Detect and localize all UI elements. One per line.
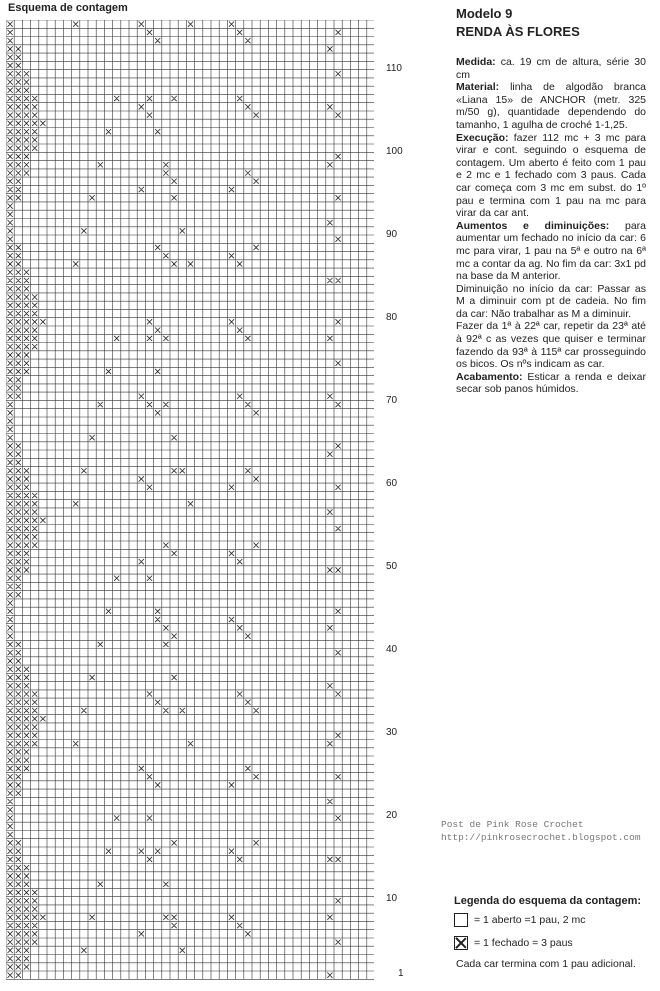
counting-chart: [6, 20, 374, 980]
grid-lines: [6, 20, 374, 979]
material-text: linha de algodão branca «Liana 15» de ANCHOR (metr. 325 m/50 g), quantidade dependendo do tamanho, 1 agulha de croché 1-1,25.: [456, 81, 647, 131]
row-number: 1: [398, 968, 404, 979]
material-label: Material:: [456, 81, 500, 94]
credit-url: http://pinkrosecrochet.blogspot.com: [441, 832, 641, 843]
cross-square-icon: [454, 936, 468, 950]
acabamento-text: Esticar a renda e deixar secar sob panos húmidos.: [456, 370, 646, 396]
diminuicao-text: Diminuição no início da car: Passar as M a diminuir com pt de cadeia. No fim da car: Não trabalhar as M a diminuir.: [456, 282, 646, 320]
row-number: 10: [386, 893, 398, 904]
aumentos-text: para aumentar um fechado no início da car: 6 mc para virar, 1 pau na 5ª e outro na 6ª mc a contar da ag. No fim da car: 3x1 pd na base da M anterior.: [456, 219, 646, 283]
chart-title: Esquema de contagem: [8, 2, 128, 14]
row-number: 30: [386, 727, 398, 738]
row-number: 40: [386, 644, 398, 655]
row-number: 90: [386, 229, 398, 240]
pattern-title: RENDA ÀS FLORES: [456, 24, 580, 39]
legend-note-text: Cada car termina com 1 pau adicional.: [456, 958, 636, 970]
acabamento-label: Acabamento:: [456, 370, 523, 383]
legend-title: Legenda do esquema da contagem:: [454, 895, 642, 907]
legend-open: [454, 913, 586, 927]
row-number: 60: [386, 478, 398, 489]
row-number: 110: [386, 63, 402, 74]
row-number: 20: [386, 810, 398, 821]
row-number: 100: [386, 146, 403, 157]
medida-text: ca. 19 cm de altura, série 30 cm: [456, 56, 646, 81]
filet-grid: [6, 20, 374, 980]
legend-open-text: = 1 aberto =1 pau, 2 mc: [474, 914, 586, 926]
credit: [441, 818, 641, 844]
execucao-text: fazer 112 mc + 3 mc para virar e cont. seguindo o esquema de contagem. Um aberto é feito com 1 pau e 2 mc e 1 fechado com 3 paus. Cada car começa com 3 mc em subst. do 1º pau e termina com 1 pau na mc para virar da car ant.: [456, 131, 646, 220]
credit-line: Post de Pink Rose Crochet: [441, 819, 584, 830]
legend-note: [456, 958, 636, 970]
open-square-icon: [454, 913, 468, 927]
row-number: 70: [386, 395, 398, 406]
fazer-text: Fazer da 1ª à 22ª car, repetir da 23ª até à 92ª c as vezes que quiser e terminar fazendo da 93ª à 115ª car prosseguindo os bicos. Os nºs indicam as car.: [456, 320, 646, 371]
aumentos-label: Aumentos e diminuições:: [456, 219, 610, 232]
row-number: 50: [386, 561, 398, 572]
model-label: Modelo 9: [456, 6, 513, 21]
legend-closed-text: = 1 fechado = 3 paus: [474, 937, 573, 949]
execucao-label: Execução:: [456, 131, 509, 144]
legend-closed: [454, 936, 573, 950]
medida-label: Medida:: [456, 56, 496, 68]
row-number: 80: [386, 312, 398, 323]
instructions: [456, 56, 646, 396]
